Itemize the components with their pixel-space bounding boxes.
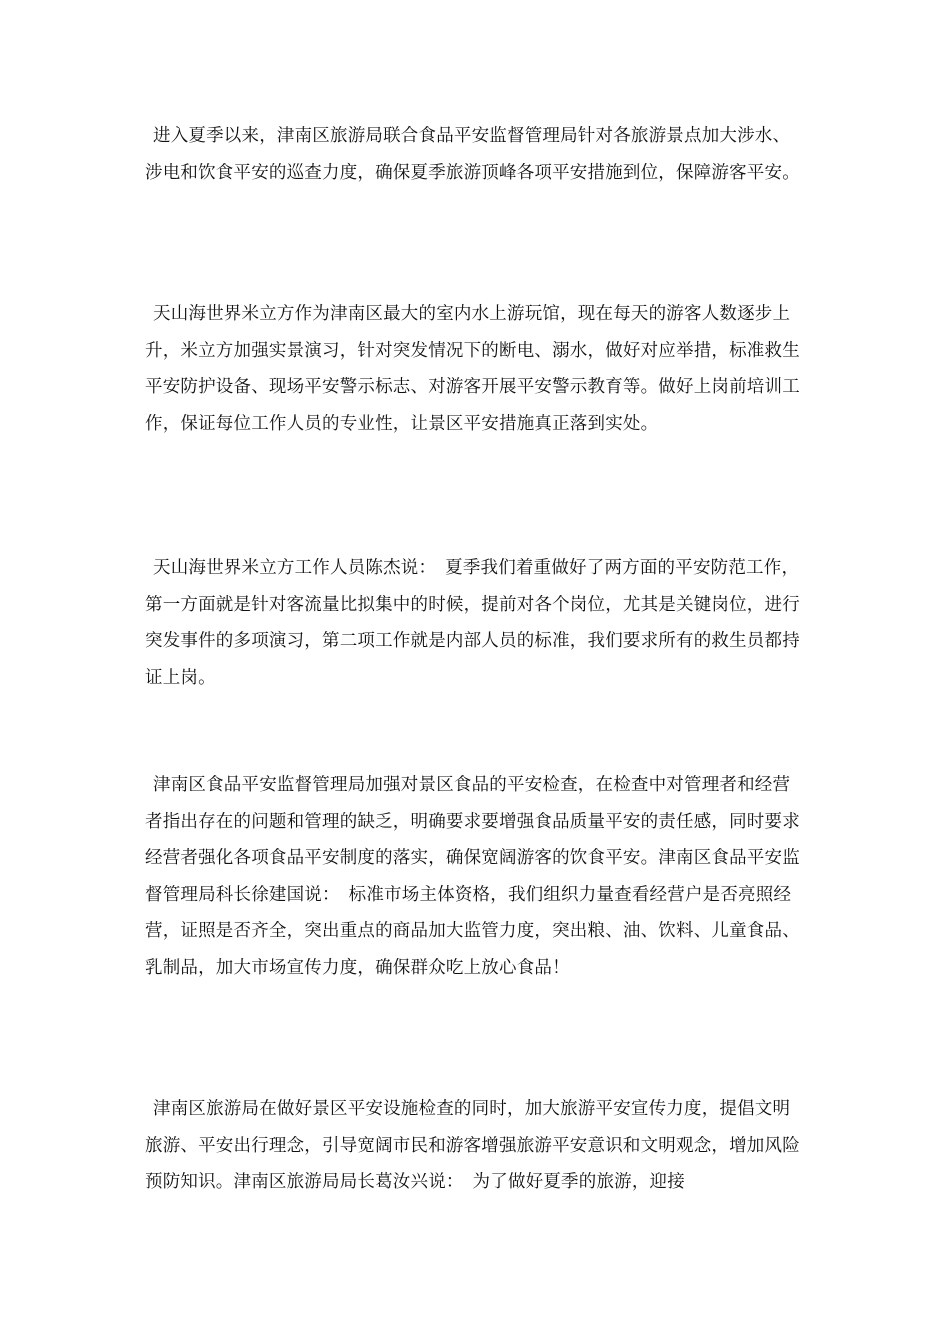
paragraph-4: 津南区食品平安监督管理局加强对景区食品的平安检查，在检查中对管理者和经营者指出存在的问题和管理的缺乏，明确要求要增强食品质量平安的责任感，同时要求经营者强化各项食品平安制度的落实，确保宽阔游客的饮食平安。津南区食品平安监督管理局科长徐建国说： 标准市场主体资格，我们组织力量查看经营户是否亮照经营，证照是否齐全，突出重点的商品加大监管力度，突出粮、油、饮料、儿童食品、乳制品，加大市场宣传力度，确保群众吃上放心食品！ [145, 775, 800, 978]
paragraph-3: 天山海世界米立方工作人员陈杰说： 夏季我们着重做好了两方面的平安防范工作，第一方面就是针对客流量比拟集中的时候，提前对各个岗位，尤其是关键岗位，进行突发事件的多项演习，第二项工作就是内部人员的标准，我们要求所有的救生员都持证上岗。 [145, 558, 800, 688]
paragraph-2: 天山海世界米立方作为津南区最大的室内水上游玩馆，现在每天的游客人数逐步上升，米立方加强实景演习，针对突发情况下的断电、溺水，做好对应举措，标准救生平安防护设备、现场平安警示标志、对游客开展平安警示教育等。做好上岗前培训工作，保证每位工作人员的专业性，让景区平安措施真正落到实处。 [145, 304, 800, 434]
paragraph-5: 津南区旅游局在做好景区平安设施检查的同时，加大旅游平安宣传力度，提倡文明旅游、平安出行理念，引导宽阔市民和游客增强旅游平安意识和文明观念，增加风险预防知识。津南区旅游局局长葛汝兴说： 为了做好夏季的旅游，迎接 [145, 1099, 800, 1192]
paragraph-1: 进入夏季以来，津南区旅游局联合食品平安监督管理局针对各旅游景点加大涉水、涉电和饮食平安的巡查力度，确保夏季旅游顶峰各项平安措施到位，保障游客平安。 [145, 126, 800, 183]
